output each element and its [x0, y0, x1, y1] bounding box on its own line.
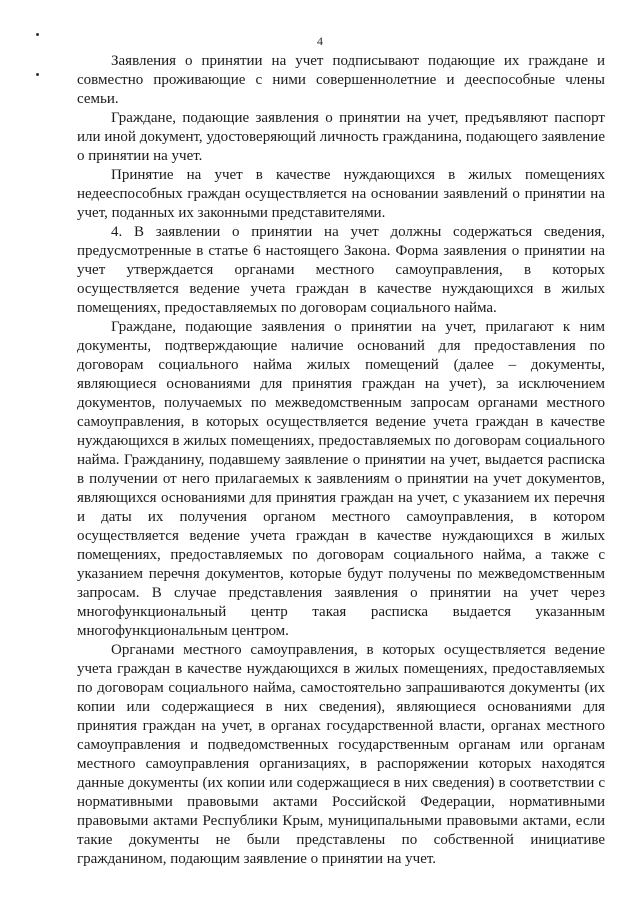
paragraph-3: Принятие на учет в качестве нуждающихся в жилых помещениях недееспособных граждан осуществляется на основании заявлений о принятии на учет, поданных их законными представителями. [77, 167, 605, 221]
paragraph-1: Заявления о принятии на учет подписывают подающие их граждане и совместно проживающие с ними совершеннолетние и дееспособные члены семьи. [77, 53, 605, 107]
paragraph-4: 4. В заявлении о принятии на учет должны содержаться сведения, предусмотренные в статье 6 настоящего Закона. Форма заявления о принятии на учет утверждается органами местного самоуправления, в которых осуществляется ведение учета граждан в качестве нуждающихся в жилых помещениях, предоставляемых по договорам социального найма. [77, 224, 605, 316]
margin-dot [36, 73, 39, 76]
document-body [77, 52, 605, 869]
paragraph-5: Граждане, подающие заявления о принятии на учет, прилагают к ним документы, подтверждающие наличие оснований для предоставления по договорам социального найма жилых помещений (далее – документы, являющиеся основаниями для принятия граждан на учет), за исключением документов, получаемых по межведомственным запросам органами местного самоуправления, в которых осуществляется ведение учета граждан в качестве нуждающихся в жилых помещениях, предоставляемых по договорам социального найма. Гражданину, подавшему заявление о принятии на учет, выдается расписка в получении от него прилагаемых к заявлениям о принятии на учет документов, являющихся основаниями для принятия граждан на учет, с указанием их перечня и даты их получения органом местного самоуправления, в котором осуществляется ведение учета граждан в качестве нуждающихся в жилых помещениях, предоставляемых по договорам социального найма, а также с указанием перечня документов, которые будут получены по межведомственным запросам. В случае представления заявления о принятии на учет через многофункциональный центр такая расписка выдается указанным многофункциональным центром. [77, 319, 605, 639]
page-number: 4 [317, 34, 323, 48]
paragraph-2: Граждане, подающие заявления о принятии на учет, предъявляют паспорт или иной документ, удостоверяющий личность гражданина, подающего заявление о принятии на учет. [77, 110, 605, 164]
paragraph-6: Органами местного самоуправления, в которых осуществляется ведение учета граждан в качестве нуждающихся в жилых помещениях, предоставляемых по договорам социального найма, самостоятельно запрашиваются документы (их копии или содержащиеся в них сведения), являющиеся основаниями для принятия граждан на учет, в органах государственной власти, органах местного самоуправления и подведомственных государственным органам или органам местного самоуправления организациях, в распоряжении которых находятся данные документы (их копии или содержащиеся в них сведения) в соответствии с нормативными правовыми актами Российской Федерации, нормативными правовыми актами Республики Крым, муниципальными правовыми актами, если такие документы не были представлены по собственной инициативе гражданином, подающим заявление о принятии на учет. [77, 642, 605, 867]
